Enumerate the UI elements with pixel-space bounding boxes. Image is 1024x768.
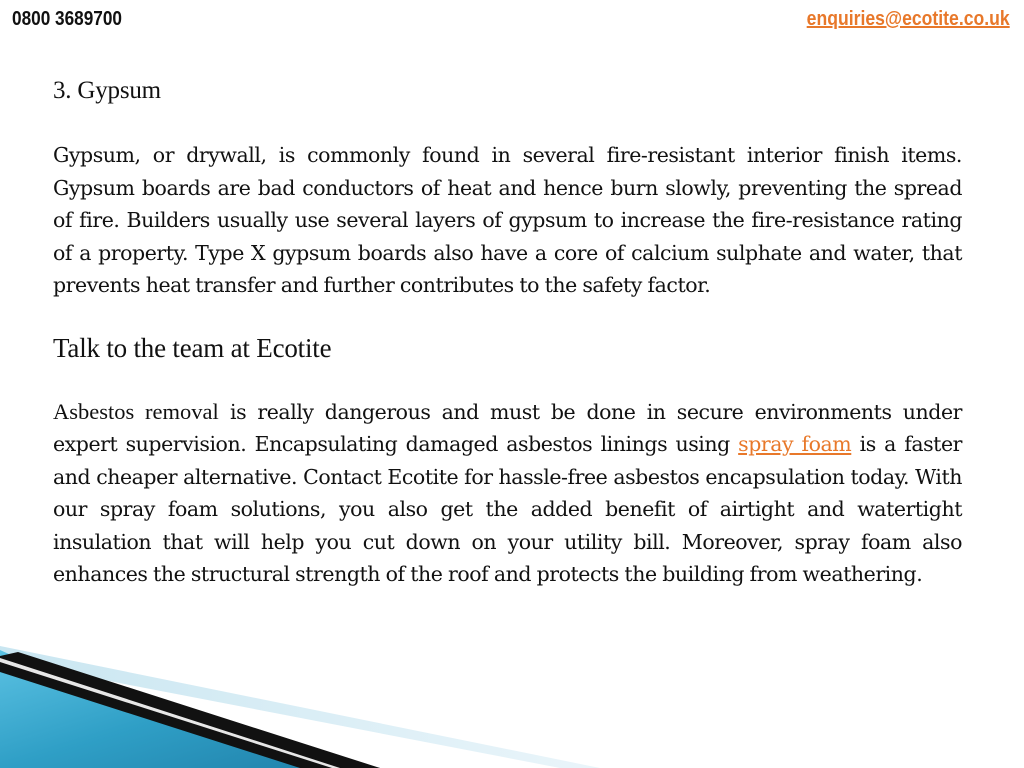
phone-number: 0800 3689700 [12, 8, 123, 30]
email-link[interactable]: enquiries@ecotite.co.uk [806, 8, 1010, 30]
gypsum-heading: 3. Gypsum [53, 77, 161, 104]
spray-foam-link[interactable]: spray foam [738, 432, 852, 456]
team-text-before-link: is really dangerous and must be done in secure environments under expert supervision. Encapsulating damaged asbestos linings using [53, 399, 962, 456]
main-content [53, 74, 962, 591]
team-text-after-link: is a faster and cheaper alternative. Contact Ecotite for hassle-free asbestos encapsulation today. With our spray foam solutions, you also get the added benefit of airtight and watertight insulation that will help you cut down on your utility bill. Moreover, spray foam also enhances the structural strength of the roof and protects the building from weathering. [53, 432, 963, 586]
team-heading: Talk to the team at Ecotite [53, 332, 332, 363]
team-paragraph [53, 396, 962, 591]
gypsum-paragraph: Gypsum, or drywall, is commonly found in several fire-resistant interior finish items. Gypsum boards are bad conductors of heat and hence burn slowly, preventing the spread of fire. Builders usually use several layers of gypsum to increase the fire-resistance rating of a property. Type X gypsum boards also have a core of calcium sulphate and water, that prevents heat transfer and further contributes to the safety factor. [53, 143, 962, 297]
corner-swoosh-decoration [0, 638, 1024, 768]
asbestos-removal-term: Asbestos removal [53, 398, 219, 424]
